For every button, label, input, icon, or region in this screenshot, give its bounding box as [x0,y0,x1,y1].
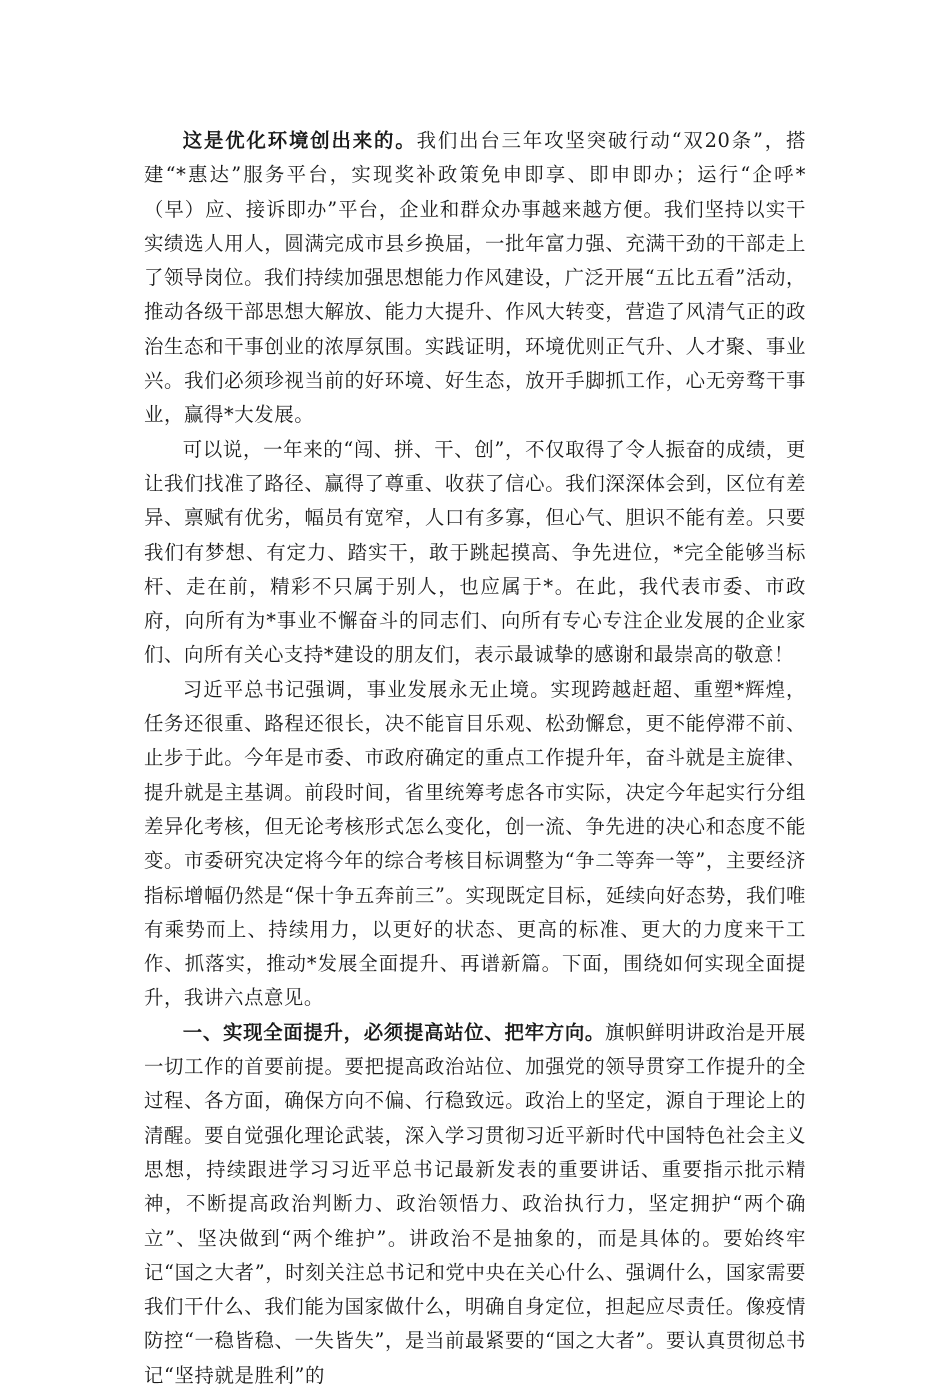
paragraph-text: 习近平总书记强调，事业发展永无止境。实现跨越赶超、重塑*辉煌，任务还很重、路程还很长，决不能盲目乐观、松劲懈怠，更不能停滞不前、止步于此。今年是市委、市政府确定的重点工作提升年，奋斗就是主旋律、提升就是主基调。前段时间，省里统筹考虑各市实际，决定今年起实行分组差异化考核，但无论考核形式怎么变化，创一流、争先进的决心和态度不能变。市委研究决定将今年的综合考核目标调整为“争二等奔一等”，主要经济指标增幅仍然是“保十争五奔前三”。实现既定目标，延续向好态势，我们唯有乘势而上、持续用力，以更好的状态、更高的标准、更大的力度来干工作、抓落实，推动*发展全面提升、再谱新篇。下面，围绕如何实现全面提升，我讲六点意见。 [144,677,806,1010]
paragraph-xi-emphasis [144,673,806,1016]
paragraph-summary-year [144,433,806,673]
document-page [144,124,806,1393]
paragraph-optimize-environment [144,124,806,433]
paragraph-text: 可以说，一年来的“闯、拼、干、创”，不仅取得了令人振奋的成绩，更让我们找准了路径、赢得了尊重、收获了信心。我们深深体会到，区位有差异、禀赋有优劣，幅员有宽窄，人口有多寡，但心气、胆识不能有差。只要我们有梦想、有定力、踏实干，敢于跳起摸高、争先进位，*完全能够当标杆、走在前，精彩不只属于别人，也应属于*。在此，我代表市委、市政府，向所有为*事业不懈奋斗的同志们、向所有专心专注企业发展的企业家们、向所有关心支持*建设的朋友们，表示最诚挚的感谢和最崇高的敬意！ [144,437,806,667]
section-heading: 一、实现全面提升，必须提高站位、把牢方向。 [182,1020,606,1044]
paragraph-text: 旗帜鲜明讲政治是开展一切工作的首要前提。要把提高政治站位、加强党的领导贯穿工作提升的全过程、各方面，确保方向不偏、行稳致远。政治上的坚定，源自于理论上的清醒。要自觉强化理论武装，深入学习贯彻习近平新时代中国特色社会主义思想，持续跟进学习习近平总书记最新发表的重要讲话、重要指示批示精神，不断提高政治判断力、政治领悟力、政治执行力，坚定拥护“两个确立”、坚决做到“两个维护”。讲政治不是抽象的，而是具体的。要始终牢记“国之大者”，时刻关注总书记和党中央在关心什么、强调什么，国家需要我们干什么、我们能为国家做什么，明确自身定位，担起应尽责任。像疫情防控“一稳皆稳、一失皆失”，是当前最紧要的“国之大者”。要认真贯彻总书记“坚持就是胜利”的 [144,1020,806,1387]
paragraph-lead: 这是优化环境创出来的。 [182,129,417,152]
paragraph-section-one [144,1016,806,1393]
paragraph-text: 我们出台三年攻坚突破行动“双20条”，搭建“*惠达”服务平台，实现奖补政策免申即享、即申即办；运行“企呼*（早）应、接诉即办”平台，企业和群众办事越来越方便。我们坚持以实干实绩选人用人，圆满完成市县乡换届，一批年富力强、充满干劲的干部走上了领导岗位。我们持续加强思想能力作风建设，广泛开展“五比五看”活动，推动各级干部思想大解放、能力大提升、作风大转变，营造了风清气正的政治生态和干事创业的浓厚氛围。实践证明，环境优则正气升、人才聚、事业兴。我们必须珍视当前的好环境、好生态，放开手脚抓工作，心无旁骛干事业，赢得*大发展。 [144,129,806,427]
